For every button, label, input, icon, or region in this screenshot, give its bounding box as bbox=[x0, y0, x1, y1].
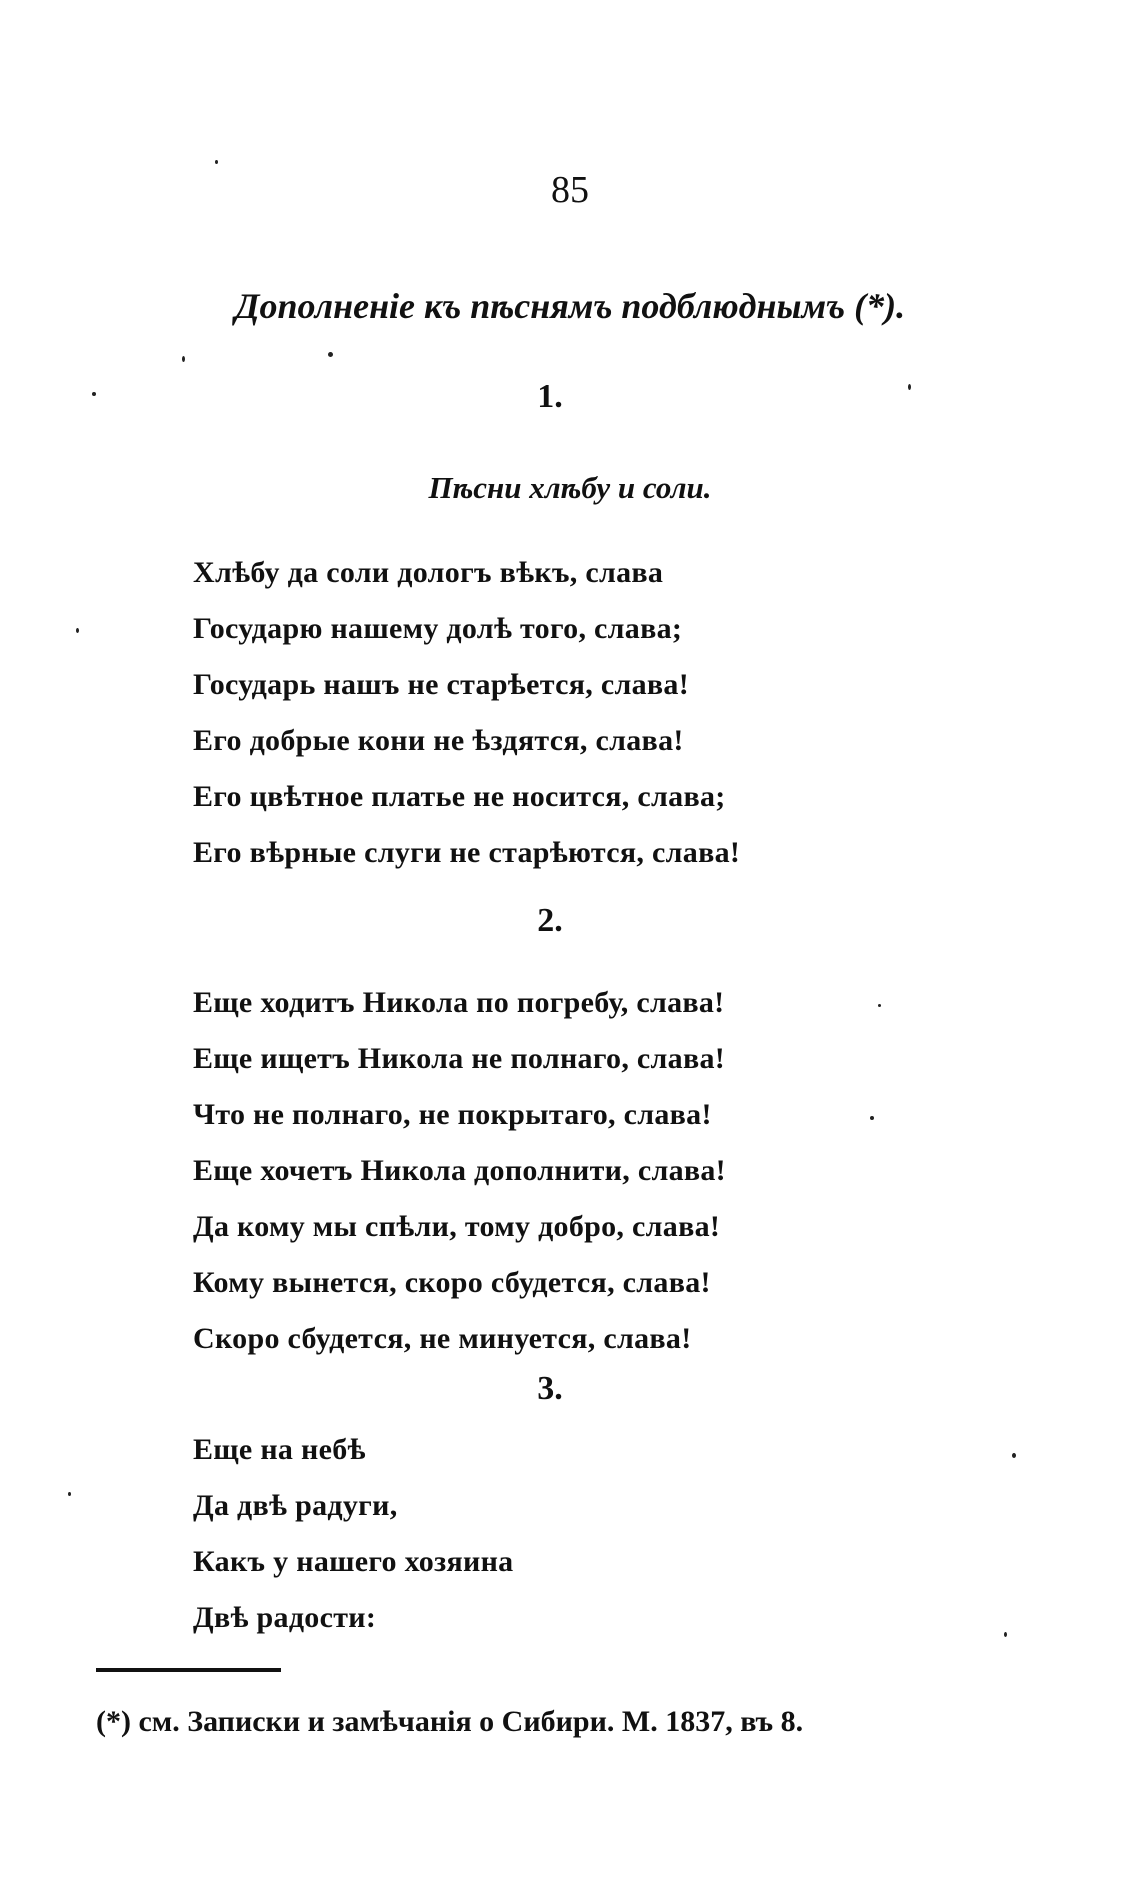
verse-line: Еще хочетъ Никола дополнити, слава! bbox=[193, 1154, 726, 1187]
verse-line: Его цвѣтное платье не носится, слава; bbox=[193, 780, 726, 813]
verse-line: Что не полнаго, не покрытаго, слава! bbox=[193, 1098, 712, 1131]
verse-line: Еще ходитъ Никола по погребу, слава! bbox=[193, 986, 725, 1019]
section-number-1: 1. bbox=[537, 378, 563, 415]
verse-line: Какъ у нашего хозяина bbox=[193, 1545, 514, 1578]
section-number-3: 3. bbox=[537, 1370, 563, 1407]
scan-speck bbox=[92, 392, 96, 396]
verse-line: Еще ищетъ Никола не полнаго, слава! bbox=[193, 1042, 726, 1075]
verse-line: Кому вынется, скоро сбудется, слава! bbox=[193, 1266, 711, 1299]
verse-section-2 bbox=[193, 975, 726, 1367]
section-subtitle-1: Пѣсни хлѣбу и соли. bbox=[428, 470, 712, 505]
scan-speck bbox=[1004, 1632, 1007, 1637]
verse-line: Да двѣ радуги, bbox=[193, 1489, 398, 1522]
verse-line: Да кому мы спѣли, тому добро, слава! bbox=[193, 1210, 721, 1243]
scan-speck bbox=[1012, 1453, 1016, 1458]
verse-line: Государю нашему долѣ того, слава; bbox=[193, 612, 683, 645]
verse-line: Еще на небѣ bbox=[193, 1433, 366, 1466]
scan-speck bbox=[215, 160, 218, 164]
verse-section-3 bbox=[193, 1422, 513, 1646]
verse-line: Государь нашъ не старѣется, слава! bbox=[193, 668, 690, 701]
scan-speck bbox=[870, 1116, 874, 1120]
verse-line: Его вѣрные слуги не старѣются, слава! bbox=[193, 836, 741, 869]
scan-speck bbox=[328, 352, 333, 357]
scan-speck bbox=[76, 628, 79, 633]
scan-speck bbox=[182, 356, 185, 362]
verse-section-1 bbox=[193, 545, 740, 881]
verse-line: Скоро сбудется, не минуется, слава! bbox=[193, 1322, 692, 1355]
verse-line: Двѣ радости: bbox=[193, 1601, 377, 1634]
scan-speck bbox=[878, 1004, 881, 1007]
scan-speck bbox=[68, 1492, 71, 1496]
verse-line: Хлѣбу да соли дологъ вѣкъ, слава bbox=[193, 556, 664, 589]
verse-line: Его добрые кони не ѣздятся, слава! bbox=[193, 724, 684, 757]
footnote: (*) см. Записки и замѣчанія о Сибири. М. 1837, въ 8. bbox=[96, 1705, 804, 1738]
scan-speck bbox=[908, 384, 911, 390]
page-number: 85 bbox=[551, 169, 589, 211]
footnote-divider bbox=[96, 1668, 281, 1672]
section-number-2: 2. bbox=[537, 902, 563, 939]
chapter-title: Дополненіе къ пѣснямъ подблюднымъ (*). bbox=[234, 286, 906, 326]
